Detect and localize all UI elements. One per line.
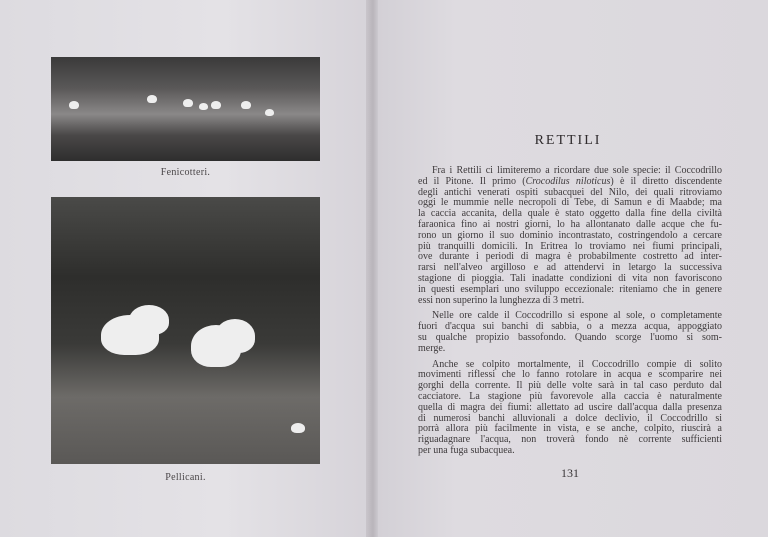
text-line: Anche se colpito mortalmente, il Coccodrillo compie di solito [432,358,722,370]
duck-figure [291,423,305,433]
flamingo-figure [183,99,193,107]
pelican-figure [129,305,169,335]
flamingo-figure [265,109,274,116]
text-line: Nelle ore calde il Coccodrillo si espone al sole, o completamente [432,310,722,322]
text-line: gorghi della corrente. Il più delle volte sarà in tal caso perduto dal [418,380,722,392]
text-line: cacciatore. La stagione più favorevole alla caccia è naturalmente [418,390,722,402]
flamingo-figure [69,101,79,109]
text-line: porrà allora più facilmente in vista, e se anche, colpito, riuscirà a [418,423,722,435]
body-text [418,166,722,457]
text-line: per una fuga subacquea. [418,444,515,456]
text-line: movimenti riflessi che lo fanno rotolare in acqua e scomparire nei [418,369,722,381]
flamingos-photo [51,57,320,161]
text-line: di numerosi banchi alluvionali a dolce declivio, il Coccodrillo si [418,412,722,424]
text-line: fuori d'acqua sui banchi di sabbia, o a mezza acqua, appoggiato [418,321,722,333]
text-line: su qualche propizio bassofondo. Quando scorge l'uomo si som- [418,331,722,343]
flamingo-figure [211,101,221,109]
chapter-title: RETTILI [534,133,602,148]
text-line: ove durante i periodi di magra è probabilmente costretto ad inter- [418,251,722,263]
text-line: stagione di pioggia. Tali inadatte condizioni di vita non favoriscono [418,272,722,284]
text-line: degli antichi venerati ospiti subacquei del Nilo, dei quali ritroviamo [418,186,722,198]
text-line: riguadagnare l'acqua, non troverà fondo nè corrente sufficienti [418,434,722,446]
flamingo-figure [241,101,251,109]
page-number: 131 [561,466,579,480]
pelicans-photo [51,197,320,464]
text-line: rono un giorno il suo dominio incontrastato, costringendolo a cercare [418,229,722,241]
text-line: la caccia accanita, della quale è stato oggetto dalla fine della civiltà [418,208,722,220]
text-line: merge. [418,342,446,354]
text-line: in questi esemplari uno sviluppo eccezionale: riteniamo che in genere [418,283,722,295]
text-line: rarsi nell'alveo argilloso e ad attendervi in letargo la successiva [418,262,722,274]
text-line: ed il Pitone. Il primo (Crocodilus niloticus) è il diretto discendente [418,175,722,187]
pelican-figure [215,319,255,353]
photo-caption-flamingos: Fenicotteri. [160,167,211,178]
flamingo-figure [199,103,208,110]
photo-caption-pelicans: Pellicani. [165,472,206,483]
text-line: Fra i Rettili ci limiteremo a ricordare due sole specie: il Coccodrillo [432,165,722,176]
text-line: più tranquilli domicili. In Eritrea lo troviamo nei fiumi principali, [418,240,722,252]
text-line: oggi le mummie nelle necropoli di Tebe, di Samun e di Maabde; ma [418,197,722,209]
text-line: faraonica fino ai nostri giorni, lo ha allontanato dalle acque che fu- [418,218,722,230]
text-line: quella di magra dei fiumi: allettato ad uscire dall'acqua dalla presenza [418,401,722,413]
flamingo-figure [147,95,157,103]
text-line: essi non superino la lunghezza di 3 metri. [418,294,585,306]
